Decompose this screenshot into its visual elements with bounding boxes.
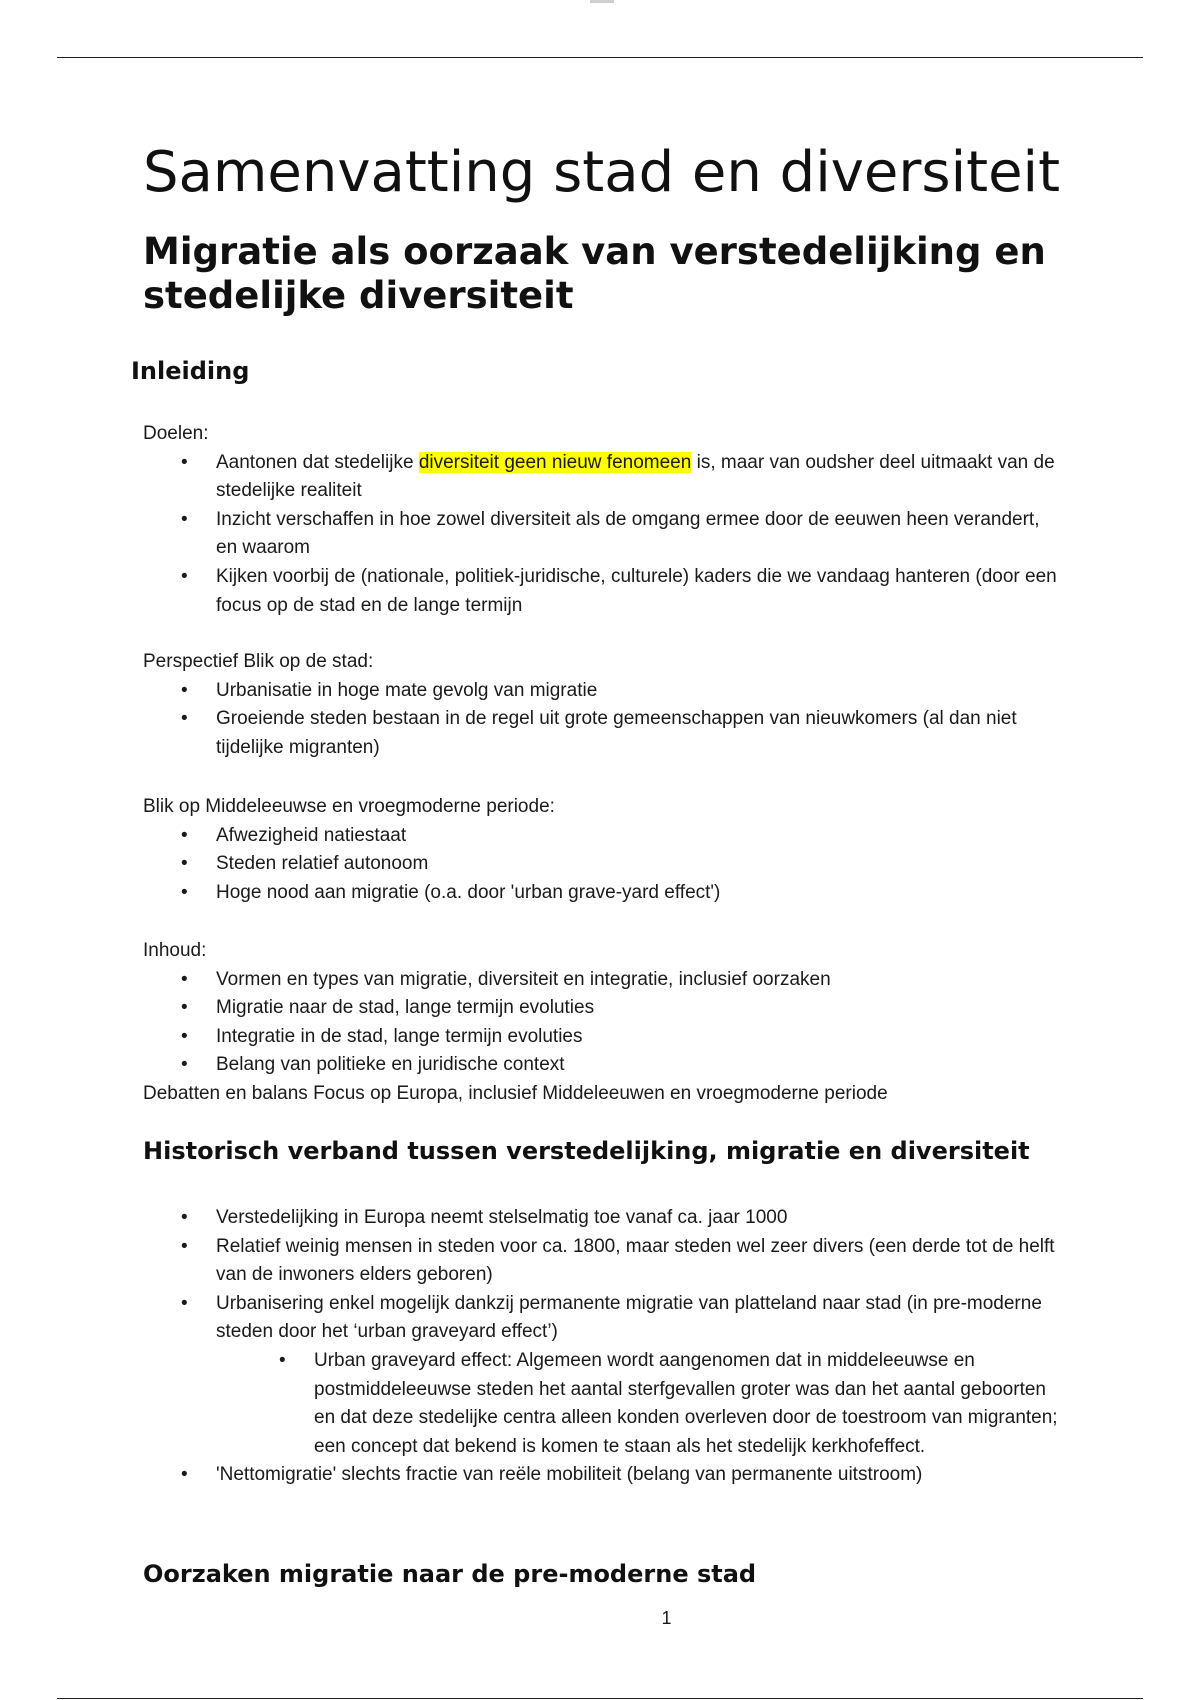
list-item: • Groeiende steden bestaan in de regel uit grote gemeenschappen van nieuwkomers (al dan niet tijdelijke migranten)	[143, 705, 1063, 762]
list-item: • Urbanisatie in hoge mate gevolg van migratie	[143, 677, 1063, 706]
historisch-block	[143, 1204, 1063, 1490]
list-item: • Relatief weinig mensen in steden voor ca. 1800, maar steden wel zeer divers (een derde tot de helft van de inwoners elders geboren)	[143, 1233, 1063, 1290]
list-item: • Verstedelijking in Europa neemt stelselmatig toe vanaf ca. jaar 1000	[143, 1204, 1063, 1233]
inhoud-block	[143, 937, 1063, 1109]
highlighted-text: diversiteit geen nieuw fenomeen	[418, 451, 692, 473]
doelen-label: Doelen:	[143, 423, 209, 444]
debatten-text: Debatten en balans Focus op Europa, inclusief Middeleeuwen en vroegmoderne periode	[143, 1082, 888, 1104]
document-title: Samenvatting stad en diversiteit	[143, 140, 1061, 205]
doelen-list	[143, 449, 1063, 621]
list-item: • Vormen en types van migratie, diversiteit en integratie, inclusief oorzaken	[143, 966, 1063, 995]
perspectief-label: Perspectief Blik op de stad:	[143, 651, 374, 672]
list-item: • Migratie naar de stad, lange termijn evoluties	[143, 994, 1063, 1023]
perspectief-block	[143, 648, 1063, 762]
heading-oorzaken: Oorzaken migratie naar de pre-moderne stad	[143, 1560, 757, 1588]
list-item: • Afwezigheid natiestaat	[143, 822, 1063, 851]
list-item: • Integratie in de stad, lange termijn evoluties	[143, 1023, 1063, 1052]
text-run: Aantonen dat stedelijke	[216, 451, 419, 473]
list-item: • 'Nettomigratie' slechts fractie van reële mobiliteit (belang van permanente uitstroom)	[143, 1461, 1063, 1490]
historisch-list	[143, 1204, 1063, 1490]
text-run: is, maar van oudsher deel uitmaakt van de stedelijke realiteit	[216, 451, 1055, 502]
inhoud-label: Inhoud:	[143, 940, 207, 961]
list-item: • Urbanisering enkel mogelijk dankzij permanente migratie van platteland naar stad (in pre-moderne steden door het ‘urban graveyard effect’)	[143, 1290, 1063, 1347]
heading-historisch: Historisch verband tussen verstedelijking, migratie en diversiteit	[143, 1137, 1030, 1165]
list-item: • Inzicht verschaffen in hoe zowel diversiteit als de omgang ermee door de eeuwen heen verandert, en waarom	[143, 506, 1063, 563]
document-subtitle: Migratie als oorzaak van verstedelijking en stedelijke diversiteit	[143, 230, 1046, 317]
blik-block	[143, 793, 1063, 907]
list-item	[143, 449, 1063, 506]
heading-inleiding: Inleiding	[131, 357, 250, 385]
sub-list-item: • Urban graveyard effect: Algemeen wordt aangenomen dat in middeleeuwse en postmiddeleeuwse steden het aantal sterfgevallen groter was dan het aantal geboorten en dat deze stedelijke centra alleen konden overleven door de toestroom van migranten; een concept dat bekend is komen te staan als het stedelijk kerkhofeffect.	[143, 1347, 1063, 1461]
blik-list	[143, 822, 1063, 908]
page-top-marker	[590, 0, 614, 3]
doelen-block	[143, 420, 1063, 620]
list-item: • Kijken voorbij de (nationale, politiek-juridische, culturele) kaders die we vandaag hanteren (door een focus op de stad en de lange termijn	[143, 563, 1063, 620]
list-item: • Belang van politieke en juridische context	[143, 1051, 1063, 1080]
list-item: • Steden relatief autonoom	[143, 850, 1063, 879]
footer-rule	[57, 1698, 1143, 1699]
page-number: 1	[661, 1608, 672, 1628]
header-rule	[57, 57, 1143, 58]
blik-label: Blik op Middeleeuwse en vroegmoderne periode:	[143, 796, 555, 817]
list-item: • Hoge nood aan migratie (o.a. door 'urban grave-yard effect')	[143, 879, 1063, 908]
perspectief-list	[143, 677, 1063, 763]
inhoud-list	[143, 966, 1063, 1080]
